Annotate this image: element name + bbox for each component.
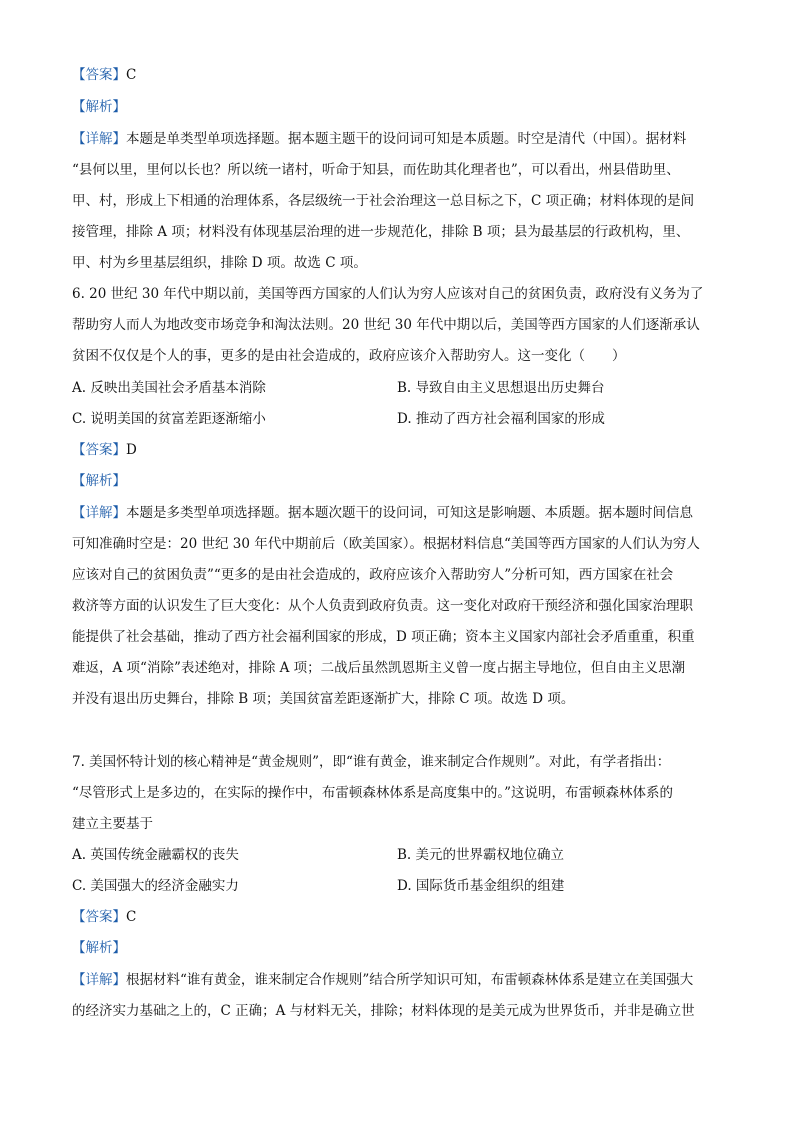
q6-detail-line-5: 能提供了社会基础，推动了西方社会福利国家的形成，D 项正确；资本主义国家内部社会矛盾重重，积重 — [72, 629, 695, 645]
answer-tag: 【答案】 — [72, 67, 126, 83]
q5-detail-line-4: 接管理，排除 A 项；材料没有体现基层治理的进一步规范化，排除 B 项；县为最基层的行政机构，里、 — [72, 224, 690, 240]
q6-answer-line — [72, 441, 137, 459]
q7-analysis-line — [72, 939, 126, 957]
q5-detail-line-3: 甲、村，形成上下相通的治理体系，各层级统一于社会治理这一总目标之下，C 项正确；材料体现的是间 — [72, 193, 695, 209]
analysis-tag: 【解析】 — [72, 473, 126, 489]
detail-text: 根据材料“谁有黄金，谁来制定合作规则”结合所学知识可知，布雷顿森林体系是建立在美国强大 — [126, 972, 694, 988]
q6-detail-line-4: 救济等方面的认识发生了巨大变化：从个人负责到政府负责。这一变化对政府干预经济和强化国家治理职 — [72, 598, 693, 614]
analysis-tag: 【解析】 — [72, 940, 126, 956]
answer-tag: 【答案】 — [72, 909, 126, 925]
q5-detail-line-1 — [72, 130, 686, 148]
detail-text: 本题是多类型单项选择题。据本题次题干的设问词，可知这是影响题、本质题。据本题时间信息 — [126, 505, 693, 521]
analysis-tag: 【解析】 — [72, 99, 126, 115]
q7-detail-line-2: 的经济实力基础之上的，C 正确；A 与材料无关，排除；材料体现的是美元成为世界货币，并非是确立世 — [72, 1003, 695, 1019]
q7-option-b: B. 美元的世界霸权地位确立 — [397, 847, 565, 863]
q6-analysis-line — [72, 472, 126, 490]
q6-detail-line-3: 应该对自己的贫困负责”“更多的是由社会造成的，政府应该介入帮助穷人”分析可知，西方国家在社会 — [72, 567, 674, 583]
q7-option-c: C. 美国强大的经济金融实力 — [72, 878, 239, 894]
q7-stem-line-1: 7. 美国怀特计划的核心精神是“黄金规则”，即“谁有黄金，谁来制定合作规则”。对此，有学者指出： — [72, 754, 671, 770]
detail-tag: 【详解】 — [72, 505, 126, 521]
q6-detail-line-2: 可知准确时空是：20 世纪 30 年代中期前后（欧美国家）。根据材料信息“美国等西方国家的人们认为穷人 — [72, 536, 700, 552]
answer-value: C — [126, 909, 137, 925]
q6-option-c: C. 说明美国的贫富差距逐渐缩小 — [72, 411, 266, 427]
detail-tag: 【详解】 — [72, 972, 126, 988]
q6-stem-line-3: 贫困不仅仅是个人的事，更多的是由社会造成的，政府应该介入帮助穷人。这一变化（ ） — [72, 348, 626, 364]
answer-value: D — [126, 442, 137, 458]
q7-option-a: A. 英国传统金融霸权的丧失 — [72, 847, 239, 863]
q7-option-d: D. 国际货币基金组织的组建 — [397, 878, 565, 894]
q5-detail-line-5: 甲、村为乡里基层组织，排除 D 项。故选 C 项。 — [72, 255, 367, 271]
q6-option-b: B. 导致自由主义思想退出历史舞台 — [397, 380, 605, 396]
q5-answer-line — [72, 66, 136, 84]
q5-detail-line-2: “县何以里，里何以长也？所以统一诸村，听命于知县，而佐助其化理者也”，可以看出，州县借助里、 — [72, 162, 680, 178]
answer-tag: 【答案】 — [72, 442, 126, 458]
q5-analysis-line — [72, 98, 126, 116]
detail-tag: 【详解】 — [72, 131, 126, 147]
answer-value: C — [126, 67, 137, 83]
q7-answer-line — [72, 908, 136, 926]
q7-stem-line-2: “尽管形式上是多边的，在实际的操作中，布雷顿森林体系是高度集中的。”这说明，布雷顿森林体系的 — [72, 785, 674, 801]
q6-detail-line-1 — [72, 504, 693, 522]
q6-stem-line-2: 帮助穷人而人为地改变市场竞争和淘汰法则。20 世纪 30 年代中期以后，美国等西方国家的人们逐渐承认 — [72, 317, 700, 333]
q6-option-d: D. 推动了西方社会福利国家的形成 — [397, 411, 605, 427]
detail-text: 本题是单类型单项选择题。据本题主题干的设问词可知是本质题。时空是清代（中国）。据材料 — [126, 131, 687, 147]
q6-detail-line-7: 并没有退出历史舞台，排除 B 项；美国贫富差距逐渐扩大，排除 C 项。故选 D 项。 — [72, 691, 575, 707]
q6-option-a: A. 反映出美国社会矛盾基本消除 — [72, 380, 266, 396]
q7-detail-line-1 — [72, 971, 693, 989]
q6-stem-line-1: 6. 20 世纪 30 年代中期以前，美国等西方国家的人们认为穷人应该对自己的贫困负责，政府没有义务为了 — [72, 286, 704, 302]
q7-stem-line-3: 建立主要基于 — [72, 816, 153, 832]
q6-detail-line-6: 难返，A 项“消除”表述绝对，排除 A 项；二战后虽然凯恩斯主义曾一度占据主导地位，但自由主义思潮 — [72, 660, 686, 676]
